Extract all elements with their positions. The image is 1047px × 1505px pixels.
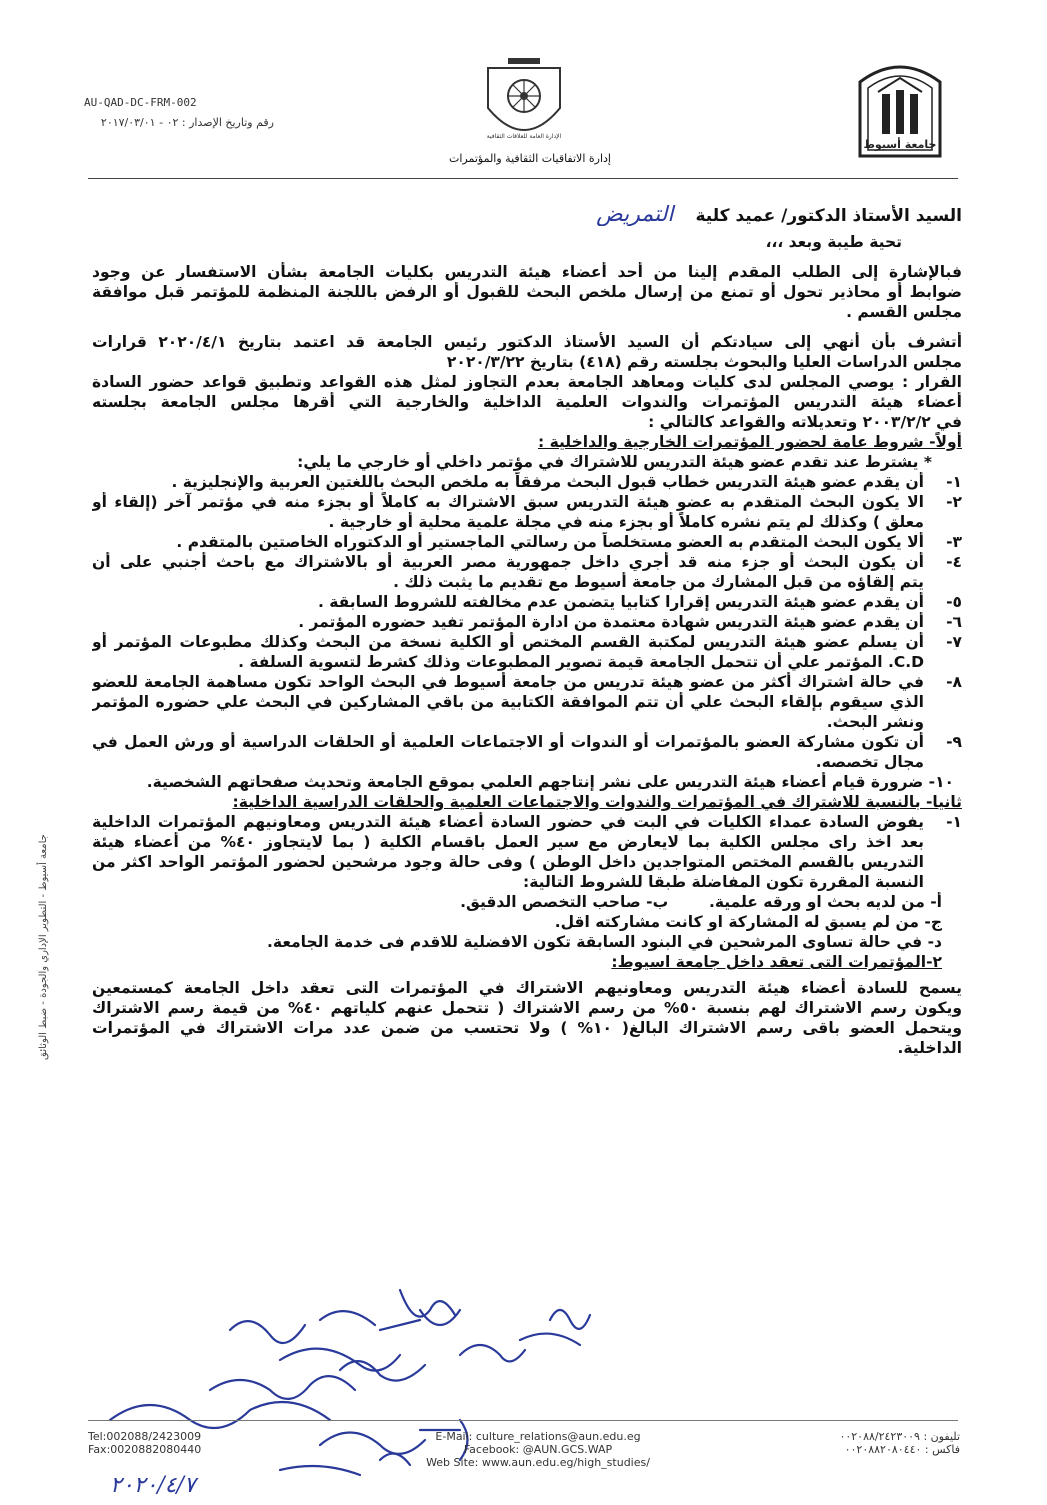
section-3-line: الداخلية. [897,1039,962,1057]
footer-divider [88,1420,958,1421]
decision-line: القرار : يوصي المجلس لدى كليات ومعاهد الجامعة بعدم التجاوز لمثل هذه القواعد وتطبيق قواعد حضور السادة [92,373,962,391]
section-3-line: ويتحمل العضو باقى رسم الاشتراك البالغ( ١٠% ) ولا تحتسب من ضمن عدد مرات الاشتراك في المؤتمرات [92,1019,962,1037]
decision-line: أعضاء هيئة التدريس المؤتمرات والندوات العلمية الداخلية والخارجية التي أقرها مجلس الجامعة بجلسته [92,393,962,411]
condition-item: ٦- أن يقدم عضو هيئة التدريس شهادة معتمدة من ادارة المؤتمر تفيد حضوره المؤتمر . [298,613,962,631]
condition-item-10: ١٠- ضرورة قيام أعضاء هيئة التدريس على نشر إنتاجهم العلمي بموقع الجامعة وتحديث صفحاتهم الشخصية. [146,773,954,791]
section-1-intro: * يشترط عند تقدم عضو هيئة التدريس للاشتراك في مؤتمر داخلي أو خارجي ما يلي: [297,453,932,471]
paragraph-1-line: فبالإشارة إلى الطلب المقدم إلينا من أحد أعضاء هيئة التدريس بكليات الجامعة بشأن الاستفسار عن وجود [92,263,962,281]
footer-tel: Tel:002088/2423009 [88,1430,202,1443]
letter-body [92,205,962,1058]
section-3-title: ٢-المؤتمرات التى تعقد داخل جامعة اسيوط: [611,953,942,971]
paragraph-1-line: مجلس القسم . [846,303,962,321]
footer-contact-ar [820,1430,960,1456]
condition-item: ٥- أن يقدم عضو هيئة التدريس إقرارا كتابيا يتضمن عدم مخالفته للشروط السابقة . [317,593,962,611]
section-2-title: ثانيا- بالنسبة للاشتراك في المؤتمرات والندوات والاجتماعات العلمية والحلقات الدراسية الداخلية: [232,793,962,811]
department-name: إدارة الاتفاقيات الثقافية والمؤتمرات [449,152,611,165]
footer-fax-ar: فاكس : ٠٠٢٠٨٨٢٠٨٠٤٤٠ [844,1443,960,1456]
department-logo [478,48,570,158]
footer-facebook: Facebook: @AUN.GCS.WAP [463,1443,613,1456]
decision-line: في ٢٠٠٣/٢/٢ وتعديلاته والقواعد كالتالي : [648,413,962,431]
criteria-d: د- في حالة تساوى المرشحين في البنود السابقة تكون الافضلية للاقدم فى خدمة الجامعة. [267,933,942,951]
svg-text:الإدارة العامة للعلاقات الثقاف: الإدارة العامة للعلاقات الثقافية [486,133,562,140]
section-3-line: ويكون رسم الاشتراك لهم بنسبة ٥٠% من رسم الاشتراك ( تتحمل عنهم كلياتهم ٤٠% من قيمة رسم الاشتراك [92,999,962,1017]
section-2-item: ١- يفوض السادة عمداء الكليات في البت في حضور السادة أعضاء هيئة التدريس ومعاونيهم المؤتمرات الداخلية بعد اخذ راى مجلس الكلية بما لايعارض مع سير العمل باقسام الكلية ( بما لايتجاوز ٤٠% من أعضاء هيئة التدريس بالقسم المختص المتواجدين داخل الوطن ) وفى حالة وجود مرشحين لحضور المؤتمر الواحد اكثر من النسبة المقررة تكون المفاضلة طبقا للشروط التالية: [92,813,962,891]
footer-contact-en [88,1430,201,1456]
handwritten-faculty: التمريض [596,205,674,226]
handwritten-date: ٢٠٢٠/٤/٧ [110,1473,196,1498]
condition-item: ١- أن يقدم عضو هيئة التدريس خطاب قبول البحث مرفقاً به ملخص البحث باللغتين العربية والإنجليزية . [171,473,962,491]
condition-item: ٢- الا يكون البحث المتقدم به عضو هيئة التدريس سبق الاشتراك به كاملاً أو بجزء منه في مؤتمر آخر (إلقاء أو معلق ) وكذلك لم يتم نشره كاملاً أو بجزء منه في مجلة علمية محلية أو خارجية . [92,493,962,531]
paragraph-2-line: أتشرف بأن أنهي إلى سيادتكم أن السيد الأستاذ الدكتور رئيس الجامعة قد اعتمد بتاريخ ٢٠٢٠/٤/١ قرارات [92,333,962,351]
condition-item: ٤- أن يكون البحث أو جزء منه قد أجري داخل جمهورية مصر العربية أو بالاشتراك مع باحث أجنبي على أن يتم إلقاؤه من قبل المشارك من جامعة أسيوط مع تقديم ما يثبت ذلك . [92,553,962,591]
margin-note: جامعة أسيوط - التطوير الإداري والجودة - ضبط الوثائق [38,834,49,1060]
greeting: تحية طيبة وبعد ،،، [765,233,902,251]
section-3-line: يسمح للسادة أعضاء هيئة التدريس ومعاونيهم الاشتراك في المؤتمرات التى تعقد داخل الجامعة كمستمعين [92,979,962,997]
issue-info: رقم وتاريخ الإصدار : ٠٢ - ٢٠١٧/٠٣/٠١ [100,116,274,129]
criteria-c: ج- من لم يسبق له المشاركة او كانت مشاركته اقل. [554,913,942,931]
footer-website: Web Site: www.aun.edu.eg/high_studies/ [426,1456,650,1469]
footer-tel-ar: تليفون : ٠٠٢٠٨٨/٢٤٢٣٠٠٩ [839,1430,960,1443]
svg-text:جامعة أسيوط: جامعة أسيوط [863,138,937,151]
document-code: AU-QAD-DC-FRM-002 [84,96,197,109]
addressee: السيد الأستاذ الدكتور/ عميد كلية التمريض [92,205,962,226]
criteria-row: أ- من لديه بحث او ورقه علمية. ب- صاحب التخصص الدقيق. [460,893,942,911]
footer-online [398,1430,678,1469]
header-divider [88,178,958,179]
section-1-title: أولاً- شروط عامة لحضور المؤتمرات الخارجية والداخلية : [537,433,962,451]
condition-item: ٨- في حالة اشتراك أكثر من عضو هيئة تدريس من جامعة أسيوط في البحث الواحد تكون مساهمة الجامعة للعضو الذي سيقوم بإلقاء البحث علي أن تتم الموافقة الكتابية من باقي المشاركين في البحث علي حضوره المؤتمر ونشر البحث. [92,673,962,731]
paragraph-2-line: مجلس الدراسات العليا والبحوث بجلسته رقم (٤١٨) بتاريخ ٢٠٢٠/٣/٢٢ [446,353,962,371]
footer-email: E-Mail: culture_relations@aun.edu.eg [435,1430,641,1443]
university-logo [852,52,948,160]
paragraph-1-line: ضوابط أو محاذير تحول أو تمنع من إرسال ملخص البحث للقبول أو الرفض باللجنة المنظمة للمؤتمر قبل موافقة [92,283,962,301]
condition-item: ٧- أن يسلم عضو هيئة التدريس لمكتبة القسم المختص أو الكلية نسخة من البحث وكذلك مطبوعات المؤتمر أو C.D. المؤتمر علي أن تتحمل الجامعة قيمة تصوير المطبوعات وذلك كشرط لتسوية السلفة . [92,633,962,671]
condition-item: ٣- ألا يكون البحث المتقدم به العضو مستخلصاً من رسالتي الماجستير أو الدكتوراه الخاصتين بالمتقدم . [176,533,962,551]
footer-fax: Fax:0020882080440 [88,1443,202,1456]
handwritten-signature [80,1270,640,1505]
condition-item: ٩- أن تكون مشاركة العضو بالمؤتمرات أو الندوات أو الاجتماعات العلمية أو الحلقات الدراسية أو ورش العمل في مجال تخصصه. [92,733,962,771]
